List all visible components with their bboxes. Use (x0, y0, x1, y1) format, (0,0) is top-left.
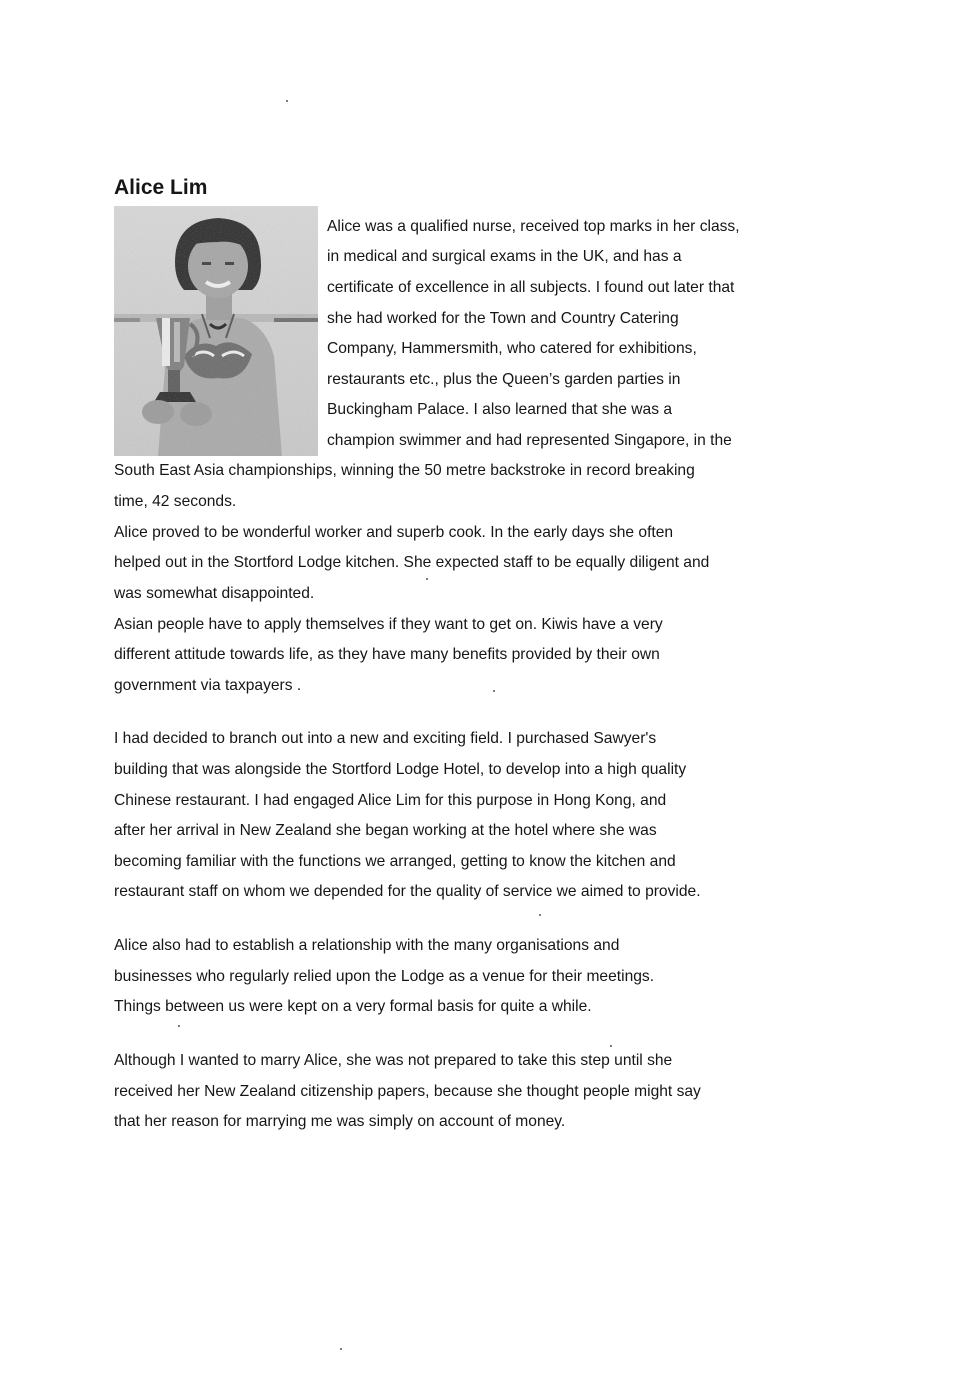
text-line: restaurants etc., plus the Queen’s garden parties in (327, 371, 681, 388)
page-title: Alice Lim (114, 176, 208, 199)
scan-speck (610, 1045, 612, 1047)
text-line: businesses who regularly relied upon the Lodge as a venue for their meetings. (114, 968, 655, 985)
portrait-photo (114, 206, 318, 456)
text-line: in medical and surgical exams in the UK, and has a (327, 248, 682, 265)
text-line: South East Asia championships, winning the 50 metre backstroke in record breaking (114, 462, 695, 479)
text-line: was somewhat disappointed. (114, 585, 315, 602)
scan-speck (286, 100, 288, 102)
text-line: time, 42 seconds. (114, 493, 237, 510)
text-line: Company, Hammersmith, who catered for exhibitions, (327, 340, 697, 357)
text-line: received her New Zealand citizenship papers, because she thought people might say (114, 1083, 701, 1100)
text-line: Although I wanted to marry Alice, she was not prepared to take this step until she (114, 1052, 673, 1069)
text-line: champion swimmer and had represented Singapore, in the (327, 432, 732, 449)
text-line: that her reason for marrying me was simply on account of money. (114, 1113, 566, 1130)
text-line: she had worked for the Town and Country Catering (327, 310, 679, 327)
scan-speck (539, 914, 541, 916)
text-line: certificate of excellence in all subjects. I found out later that (327, 279, 735, 296)
text-line: Buckingham Palace. I also learned that she was a (327, 401, 672, 418)
text-line: Alice was a qualified nurse, received top marks in her class, (327, 218, 740, 235)
text-line: Alice proved to be wonderful worker and superb cook. In the early days she often (114, 524, 674, 541)
text-line: building that was alongside the Stortford Lodge Hotel, to develop into a high quality (114, 761, 687, 778)
photo-icon (114, 206, 318, 456)
text-line: Alice also had to establish a relationship with the many organisations and (114, 937, 620, 954)
scan-speck (178, 1025, 180, 1027)
scan-speck (426, 578, 428, 580)
text-line: helped out in the Stortford Lodge kitchen. She expected staff to be equally diligent and (114, 554, 710, 571)
text-line: Chinese restaurant. I had engaged Alice Lim for this purpose in Hong Kong, and (114, 792, 667, 809)
text-line: after her arrival in New Zealand she began working at the hotel where she was (114, 822, 657, 839)
text-line: restaurant staff on whom we depended for the quality of service we aimed to provide. (114, 883, 701, 900)
text-line: different attitude towards life, as they have many benefits provided by their own (114, 646, 660, 663)
text-line: Things between us were kept on a very formal basis for quite a while. (114, 998, 592, 1015)
text-line: government via taxpayers . (114, 677, 302, 694)
text-line: becoming familiar with the functions we arranged, getting to know the kitchen and (114, 853, 676, 870)
text-line: Asian people have to apply themselves if they want to get on. Kiwis have a very (114, 616, 663, 633)
text-line: I had decided to branch out into a new and exciting field. I purchased Sawyer's (114, 730, 657, 747)
scan-speck (493, 690, 495, 692)
scan-speck (340, 1348, 342, 1350)
